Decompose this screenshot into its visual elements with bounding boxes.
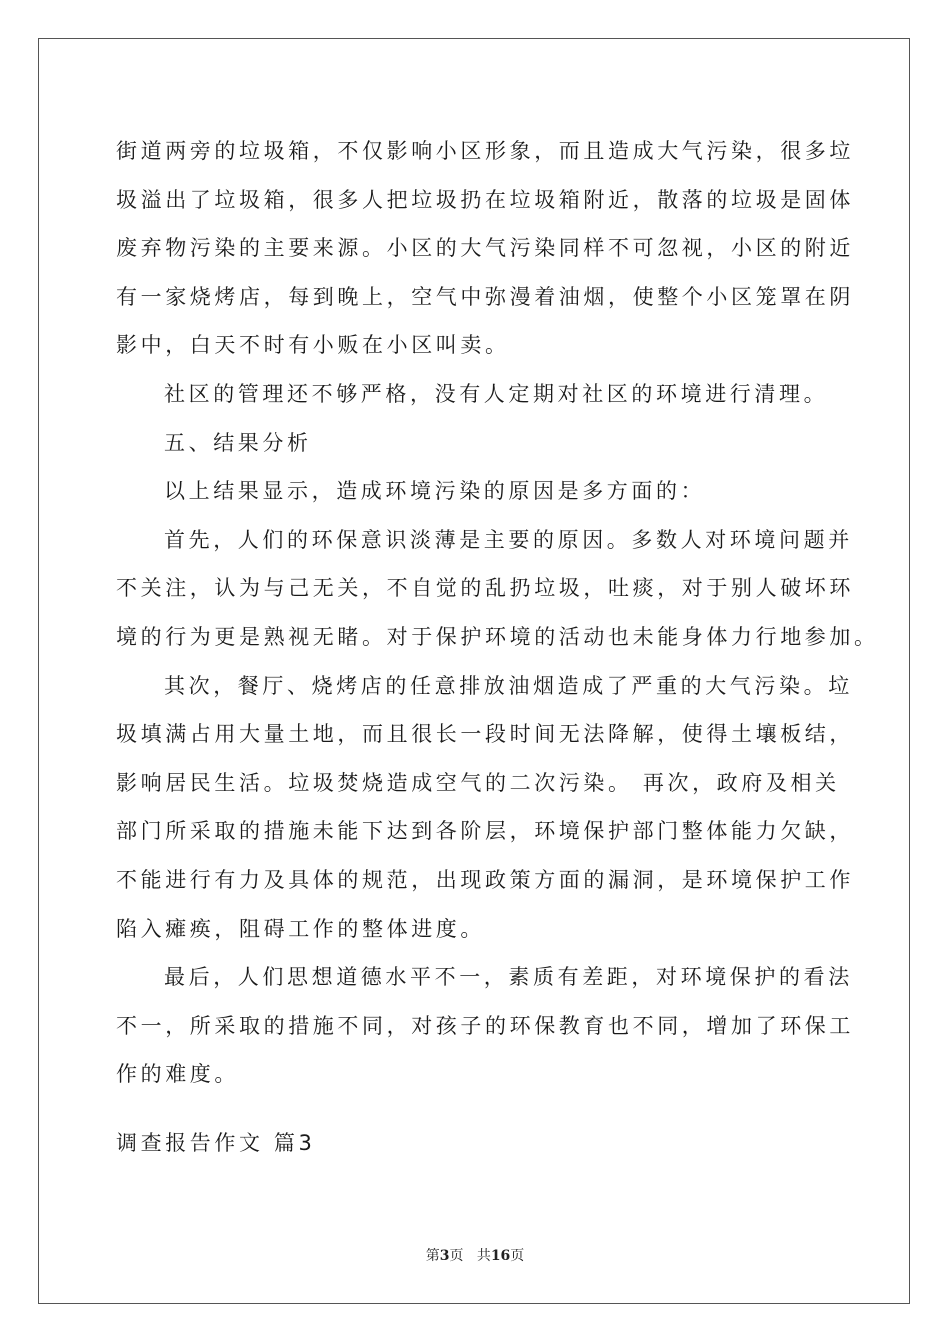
text-line: 有一家烧烤店，每到晚上，空气中弥漫着油烟，使整个小区笼罩在阴 — [116, 284, 854, 309]
text-line: 不能进行有力及具体的规范，出现政策方面的漏洞，是环境保护工作 — [116, 867, 854, 892]
page-label-suffix: 页 — [449, 1248, 464, 1264]
text-line: 部门所采取的措施未能下达到各阶层，环境保护部门整体能力欠缺， — [116, 819, 854, 844]
total-label-suffix: 页 — [510, 1248, 525, 1264]
text-line: 境的行为更是熟视无睹。对于保护环境的活动也未能身体力行地参加。 — [116, 624, 879, 649]
text-line: 陷入瘫痪，阻碍工作的整体进度。 — [116, 916, 485, 941]
text-line: 其次，餐厅、烧烤店的任意排放油烟造成了严重的大气污染。垃 — [164, 673, 853, 698]
text-line: 作的难度。 — [116, 1062, 239, 1087]
total-label-prefix: 共 — [476, 1248, 491, 1264]
text-line: 不一，所采取的措施不同，对孩子的环保教育也不同，增加了环保工 — [116, 1013, 854, 1038]
text-line: 影响居民生活。垃圾焚烧造成空气的二次污染。 再次，政府及相关 — [116, 770, 840, 795]
document-body — [116, 127, 879, 1099]
section-subheading: 五、结果分析 — [164, 430, 312, 455]
text-line: 最后，人们思想道德水平不一，素质有差距，对环境保护的看法 — [164, 965, 853, 990]
text-line: 圾填满占用大量土地，而且很长一段时间无法降解，使得土壤板结， — [116, 722, 854, 747]
page-number: 3 — [439, 1248, 450, 1264]
page-footer — [0, 1245, 950, 1265]
page-label-prefix: 第 — [425, 1248, 440, 1264]
section-heading: 调查报告作文 篇3 — [116, 1131, 316, 1155]
text-line: 废弃物污染的主要来源。小区的大气污染同样不可忽视，小区的附近 — [116, 236, 854, 261]
text-line: 街道两旁的垃圾箱，不仅影响小区形象，而且造成大气污染，很多垃 — [116, 139, 854, 163]
text-line: 圾溢出了垃圾箱，很多人把垃圾扔在垃圾箱附近，散落的垃圾是固体 — [116, 187, 854, 212]
text-line: 社区的管理还不够严格，没有人定期对社区的环境进行清理。 — [164, 381, 829, 406]
text-line: 不关注，认为与己无关，不自觉的乱扔垃圾，吐痰，对于别人破坏环 — [116, 576, 854, 601]
text-line: 影中，白天不时有小贩在小区叫卖。 — [116, 333, 510, 358]
text-line: 以上结果显示，造成环境污染的原因是多方面的： — [164, 479, 706, 504]
total-pages: 16 — [490, 1248, 511, 1264]
text-line: 首先，人们的环保意识淡薄是主要的原因。多数人对环境问题并 — [164, 527, 853, 552]
